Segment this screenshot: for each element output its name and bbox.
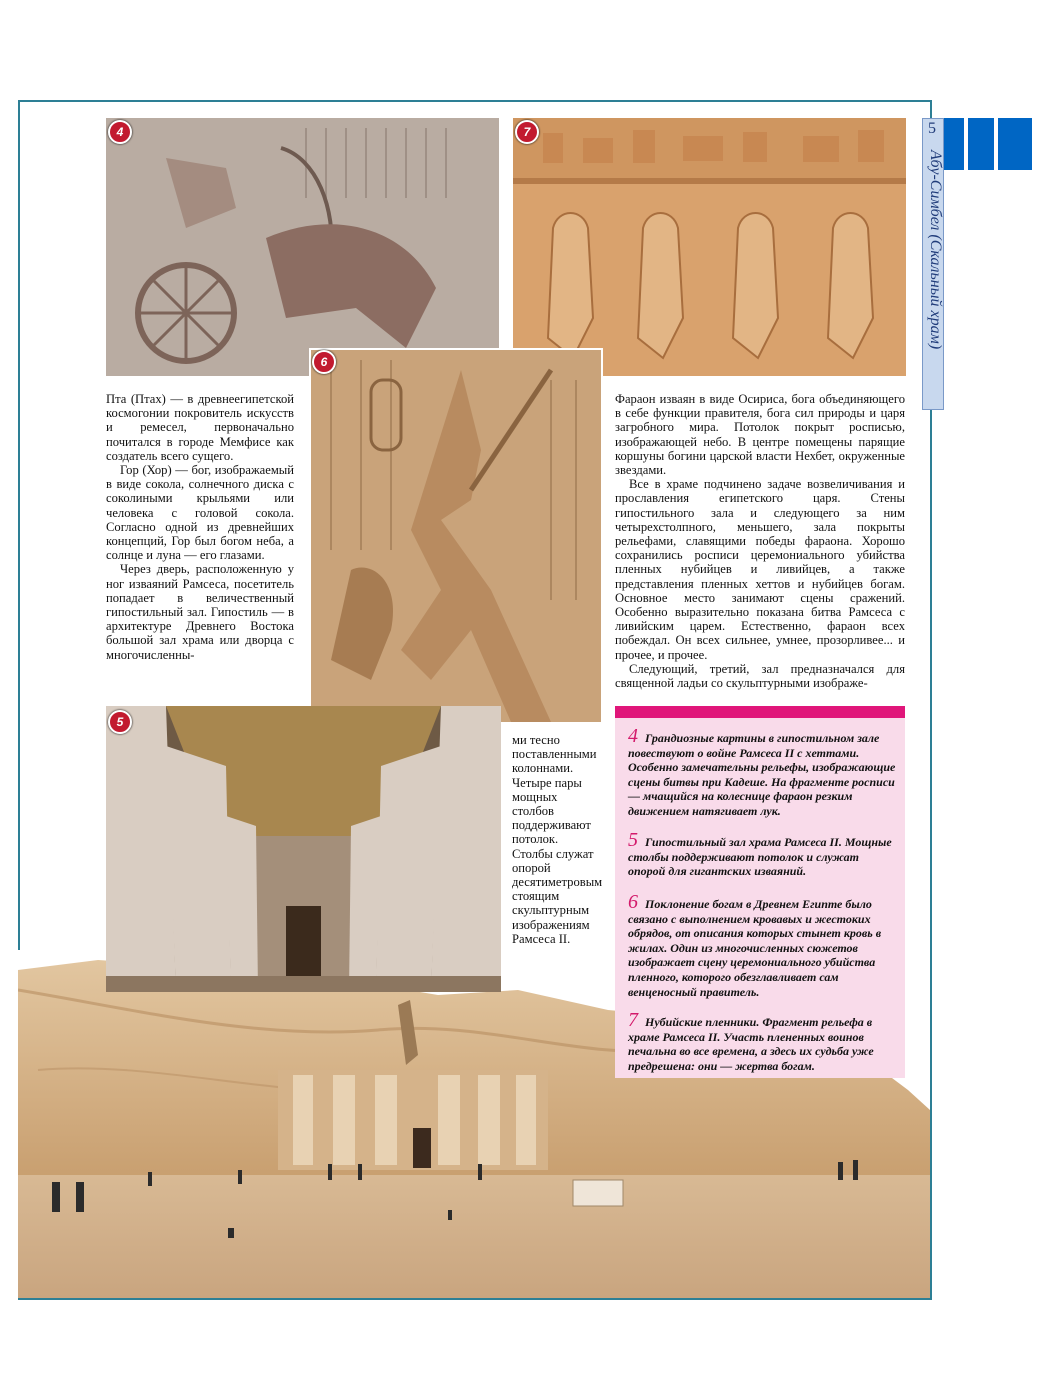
caption-item [628, 891, 896, 999]
left-column-text [106, 392, 294, 662]
blue-tab-bar [942, 118, 964, 170]
paragraph: ми тесно поставленными колоннами. Четыре пары мощных столбов поддерживают потолок. Столбы служат опорой десятиметровым стоящим скульптурным изображениям Рамсеса II. [512, 733, 603, 946]
paragraph: Пта (Птах) — в древнеегипетской космогонии покровитель искусств и ремесел, первоначально почитался в городе Мемфисе как создатель всего сущего. [106, 392, 294, 463]
frame-bottom-rule [18, 1298, 932, 1300]
caption-number: 7 [628, 1009, 638, 1031]
right-column-text [615, 392, 905, 690]
caption-item [628, 1009, 896, 1073]
blue-tab-bar [968, 118, 994, 170]
blue-tab-bar [998, 118, 1032, 170]
paragraph: Все в храме подчинено задаче возвеличивания и прославления египетского царя. Стены гипостильного зала и следующего за ним четырехстолпного, меньшего, зала покрыты рельефами, славящими победы фараона. Хорошо сохранились росписи церемониального убийства пленных нубийцев и ливийцев, а также представления пленных хеттов и нубийцев богам. Основное место занимают сцены сражений. Особенно выразительно показана битва Рамсеса с ливийским царем. Естественно, фараон всех побеждал. Он всех сильнее, умнее, прозорливее... и прочее, и прочее. [615, 477, 905, 662]
caption-text: Нубийские пленники. Фрагмент рельефа в храме Рамсеса II. Участь плененных воинов печальна во все времена, а здесь их судьба уже предрешена: они — жертва богам. [628, 1015, 874, 1073]
caption-item [628, 829, 896, 879]
middle-column-text [512, 733, 603, 946]
page-number: 5 [928, 120, 936, 137]
caption-text: Гипостильный зал храма Рамсеса II. Мощные столбы поддерживают потолок и служат опорой для гигантских изваяний. [628, 835, 892, 879]
hypostyle-hall-photo [106, 706, 501, 992]
paragraph: Следующий, третий, зал предназначался для священной ладьи со скульптурными изображе- [615, 661, 905, 691]
photo-number-badge: 5 [108, 710, 132, 734]
section-title: Абу-Симбел (Скальный храм) [927, 150, 944, 350]
photo-number-badge: 6 [312, 350, 336, 374]
caption-number: 6 [628, 891, 638, 913]
frame-top-rule [18, 100, 930, 102]
pharaoh-smiting-relief-photo [309, 348, 603, 724]
paragraph: Через дверь, расположенную у ног изваяний Рамсеса, посетитель попадает в величественный гипостильный зал. Гипостиль — в архитектуре Древнего Востока большой зал храма или дворца с многочисленны- [106, 562, 294, 662]
photo-number-badge: 4 [108, 120, 132, 144]
caption-text: Поклонение богам в Древнем Египте было связано с выполнением кровавых и жестоких обрядов, от описания которых стынет кровь в жилах. Один из многочисленных сюжетов изображает сцену церемониального убийства пленного, которого обезглавливает сам венценосный правитель. [628, 897, 882, 999]
chariot-relief-photo [106, 118, 499, 376]
caption-number: 4 [628, 725, 638, 747]
caption-text: Грандиозные картины в гипостильном зале повествуют о войне Рамсеса II с хеттами. Особенно замечательны рельефы, изображающие сцены битвы при Кадеше. На фрагменте росписи — мчащийся на колеснице фараон резким движением натягивает лук. [628, 731, 896, 818]
caption-number: 5 [628, 829, 638, 851]
paragraph: Фараон изваян в виде Осириса, бога объединяющего в себе функции правителя, бога сил природы и царя загробного мира. Потолок покрыт росписью, изображающей небо. В центре помещены парящие коршуны богини царской власти Нехбет, окруженные звездами. [615, 392, 905, 478]
paragraph: Гор (Хор) — бог, изображаемый в виде сокола, солнечного диска с соколиными крыльями или человека с головой сокола. Согласно одной из древнейших концепций, Гор был богом неба, а солнце и луна — его глазами. [106, 463, 294, 563]
captives-relief-photo [513, 118, 906, 376]
caption-item [628, 725, 896, 819]
photo-number-badge: 7 [515, 120, 539, 144]
